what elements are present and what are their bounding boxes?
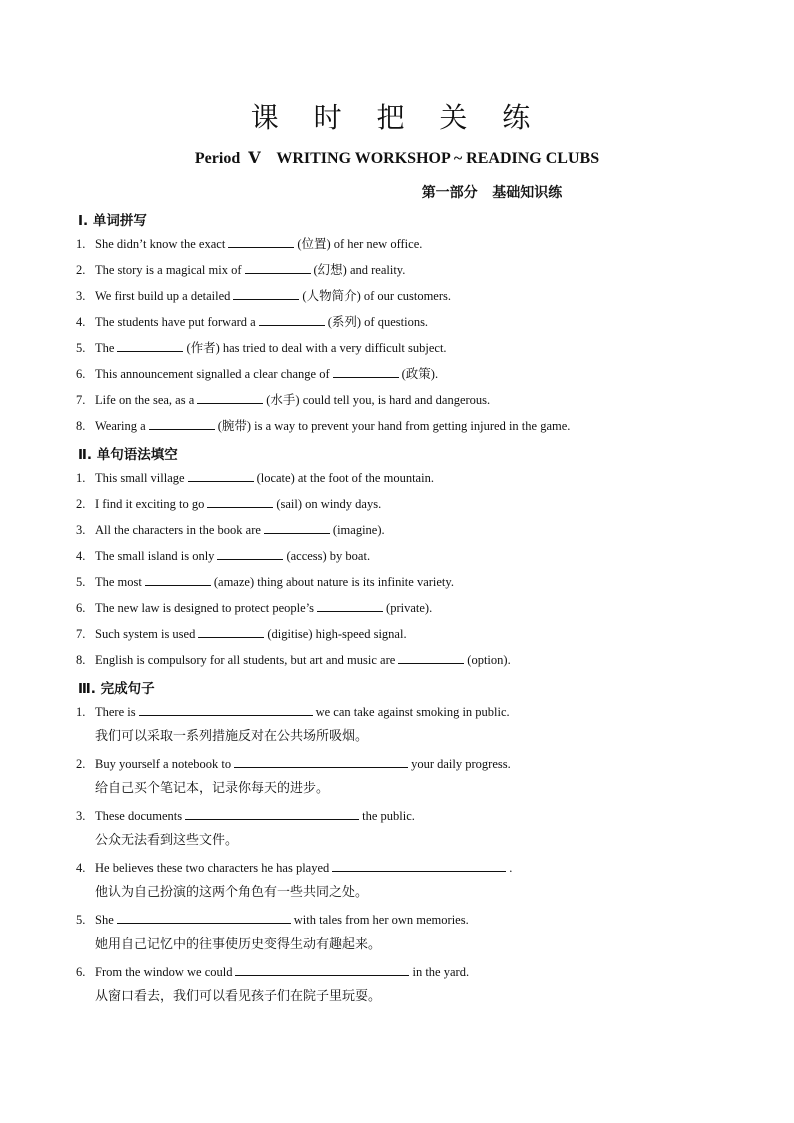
item-number: 1. [76,705,86,719]
item-text-after: with tales from her own memories. [293,913,469,927]
item-text-after: (政策). [401,367,439,381]
answer-blank[interactable] [235,963,409,976]
item-text-before: We first build up a detailed [95,289,231,303]
item-number: 8. [76,653,86,667]
item-text-before: Such system is used [95,627,196,641]
item-text-after: (access) by boat. [286,549,371,563]
list-item [76,599,432,616]
item-text-before: There is [95,705,136,719]
item-text-before: These documents [95,809,183,823]
item-text-before: He believes these two characters he has played [95,861,330,875]
page-title: 课 时 把 关 练 [250,101,544,134]
item-number: 4. [76,315,86,329]
item-number: 5. [76,341,86,355]
section-heading-sentences: Ⅲ. 完成句子 [78,681,155,697]
item-text-after: (option). [467,653,511,667]
answer-blank[interactable] [332,859,506,872]
item-text-before: From the window we could [95,965,233,979]
item-text-after: your daily progress. [411,757,511,771]
item-text-before: The new law is designed to protect people’s [95,601,315,615]
item-number: 5. [76,913,86,927]
list-item [76,807,415,824]
list-item [76,963,469,980]
item-text-after: (digitise) high-speed signal. [267,627,407,641]
list-item [76,573,454,590]
list-item [76,703,510,720]
item-text-before: English is compulsory for all students, but art and music are [95,653,396,667]
item-number: 6. [76,965,86,979]
period-subtitle: Period Ⅴ WRITING WORKSHOP ~ READING CLUBS [194,150,600,167]
answer-blank[interactable] [197,391,263,404]
item-text-after: (private). [386,601,433,615]
item-number: 4. [76,549,86,563]
list-item [76,625,407,642]
item-number: 6. [76,367,86,381]
list-item [76,911,469,928]
list-item [76,287,451,304]
chinese-translation: 从窗口看去，我们可以看见孩子们在院子里玩耍。 [95,989,382,1004]
item-text-after: (人物简介) of our customers. [302,289,452,303]
answer-blank[interactable] [117,339,183,352]
list-item [76,547,370,564]
item-text-before: She didn’t know the exact [95,237,226,251]
answer-blank[interactable] [333,365,399,378]
item-number: 3. [76,289,86,303]
section-heading-spelling: Ⅰ. 单词拼写 [78,213,147,229]
part-title: 第一部分 基础知识练 [421,185,563,201]
list-item [76,859,512,876]
item-text-before: She [95,913,114,927]
item-text-before: The small island is only [95,549,215,563]
section-heading-grammar: Ⅱ. 单句语法填空 [78,447,178,463]
item-text-before: The [95,341,115,355]
item-text-before: The story is a magical mix of [95,263,242,277]
item-number: 3. [76,523,86,537]
item-number: 4. [76,861,86,875]
item-number: 8. [76,419,86,433]
answer-blank[interactable] [198,625,264,638]
item-text-after: (系列) of questions. [327,315,429,329]
item-text-before: This announcement signalled a clear change of [95,367,330,381]
item-number: 2. [76,757,86,771]
item-text-before: Life on the sea, as a [95,393,195,407]
list-item [76,365,438,382]
list-item [76,391,490,408]
item-number: 7. [76,393,86,407]
answer-blank[interactable] [207,495,273,508]
answer-blank[interactable] [259,313,325,326]
list-item [76,755,511,772]
item-text-before: This small village [95,471,185,485]
item-text-after: (sail) on windy days. [276,497,382,511]
item-text-after: (locate) at the foot of the mountain. [256,471,434,485]
item-text-before: All the characters in the book are [95,523,261,537]
item-number: 1. [76,471,86,485]
answer-blank[interactable] [228,235,294,248]
item-text-after: (imagine). [332,523,385,537]
item-text-after: the public. [362,809,415,823]
item-text-before: The most [95,575,142,589]
item-text-before: Buy yourself a notebook to [95,757,232,771]
answer-blank[interactable] [117,911,291,924]
answer-blank[interactable] [233,287,299,300]
chinese-translation: 他认为自己扮演的这两个角色有一些共同之处。 [95,885,369,900]
list-item [76,495,381,512]
chinese-translation: 公众无法看到这些文件。 [95,833,239,848]
list-item [76,469,434,486]
list-item [76,339,447,356]
chinese-translation: 我们可以采取一系列措施反对在公共场所吸烟。 [95,729,369,744]
answer-blank[interactable] [264,521,330,534]
item-number: 2. [76,263,86,277]
item-number: 3. [76,809,86,823]
list-item [76,417,570,434]
item-number: 7. [76,627,86,641]
item-text-after: (amaze) thing about nature is its infinite variety. [213,575,454,589]
item-text-after: . [509,861,513,875]
answer-blank[interactable] [245,261,311,274]
answer-blank[interactable] [145,573,211,586]
answer-blank[interactable] [398,651,464,664]
item-text-before: The students have put forward a [95,315,256,329]
answer-blank[interactable] [317,599,383,612]
answer-blank[interactable] [149,417,215,430]
answer-blank[interactable] [217,547,283,560]
answer-blank[interactable] [234,755,408,768]
item-number: 2. [76,497,86,511]
item-number: 1. [76,237,86,251]
list-item [76,521,385,538]
item-text-after: (作者) has tried to deal with a very difficult subject. [186,341,447,355]
item-text-before: Wearing a [95,419,146,433]
item-number: 6. [76,601,86,615]
chinese-translation: 她用自己记忆中的往事使历史变得生动有趣起来。 [95,937,382,952]
item-text-after: (幻想) and reality. [313,263,406,277]
answer-blank[interactable] [185,807,359,820]
list-item [76,261,405,278]
chinese-translation: 给自己买个笔记本，记录你每天的进步。 [95,781,330,796]
item-text-after: (腕带) is a way to prevent your hand from getting injured in the game. [217,419,571,433]
list-item [76,313,428,330]
list-item [76,651,511,668]
item-text-after: we can take against smoking in public. [315,705,510,719]
list-item [76,235,422,252]
answer-blank[interactable] [188,469,254,482]
item-number: 5. [76,575,86,589]
item-text-before: I find it exciting to go [95,497,205,511]
answer-blank[interactable] [139,703,313,716]
item-text-after: (位置) of her new office. [297,237,423,251]
item-text-after: (水手) could tell you, is hard and dangerous. [266,393,491,407]
item-text-after: in the yard. [412,965,470,979]
